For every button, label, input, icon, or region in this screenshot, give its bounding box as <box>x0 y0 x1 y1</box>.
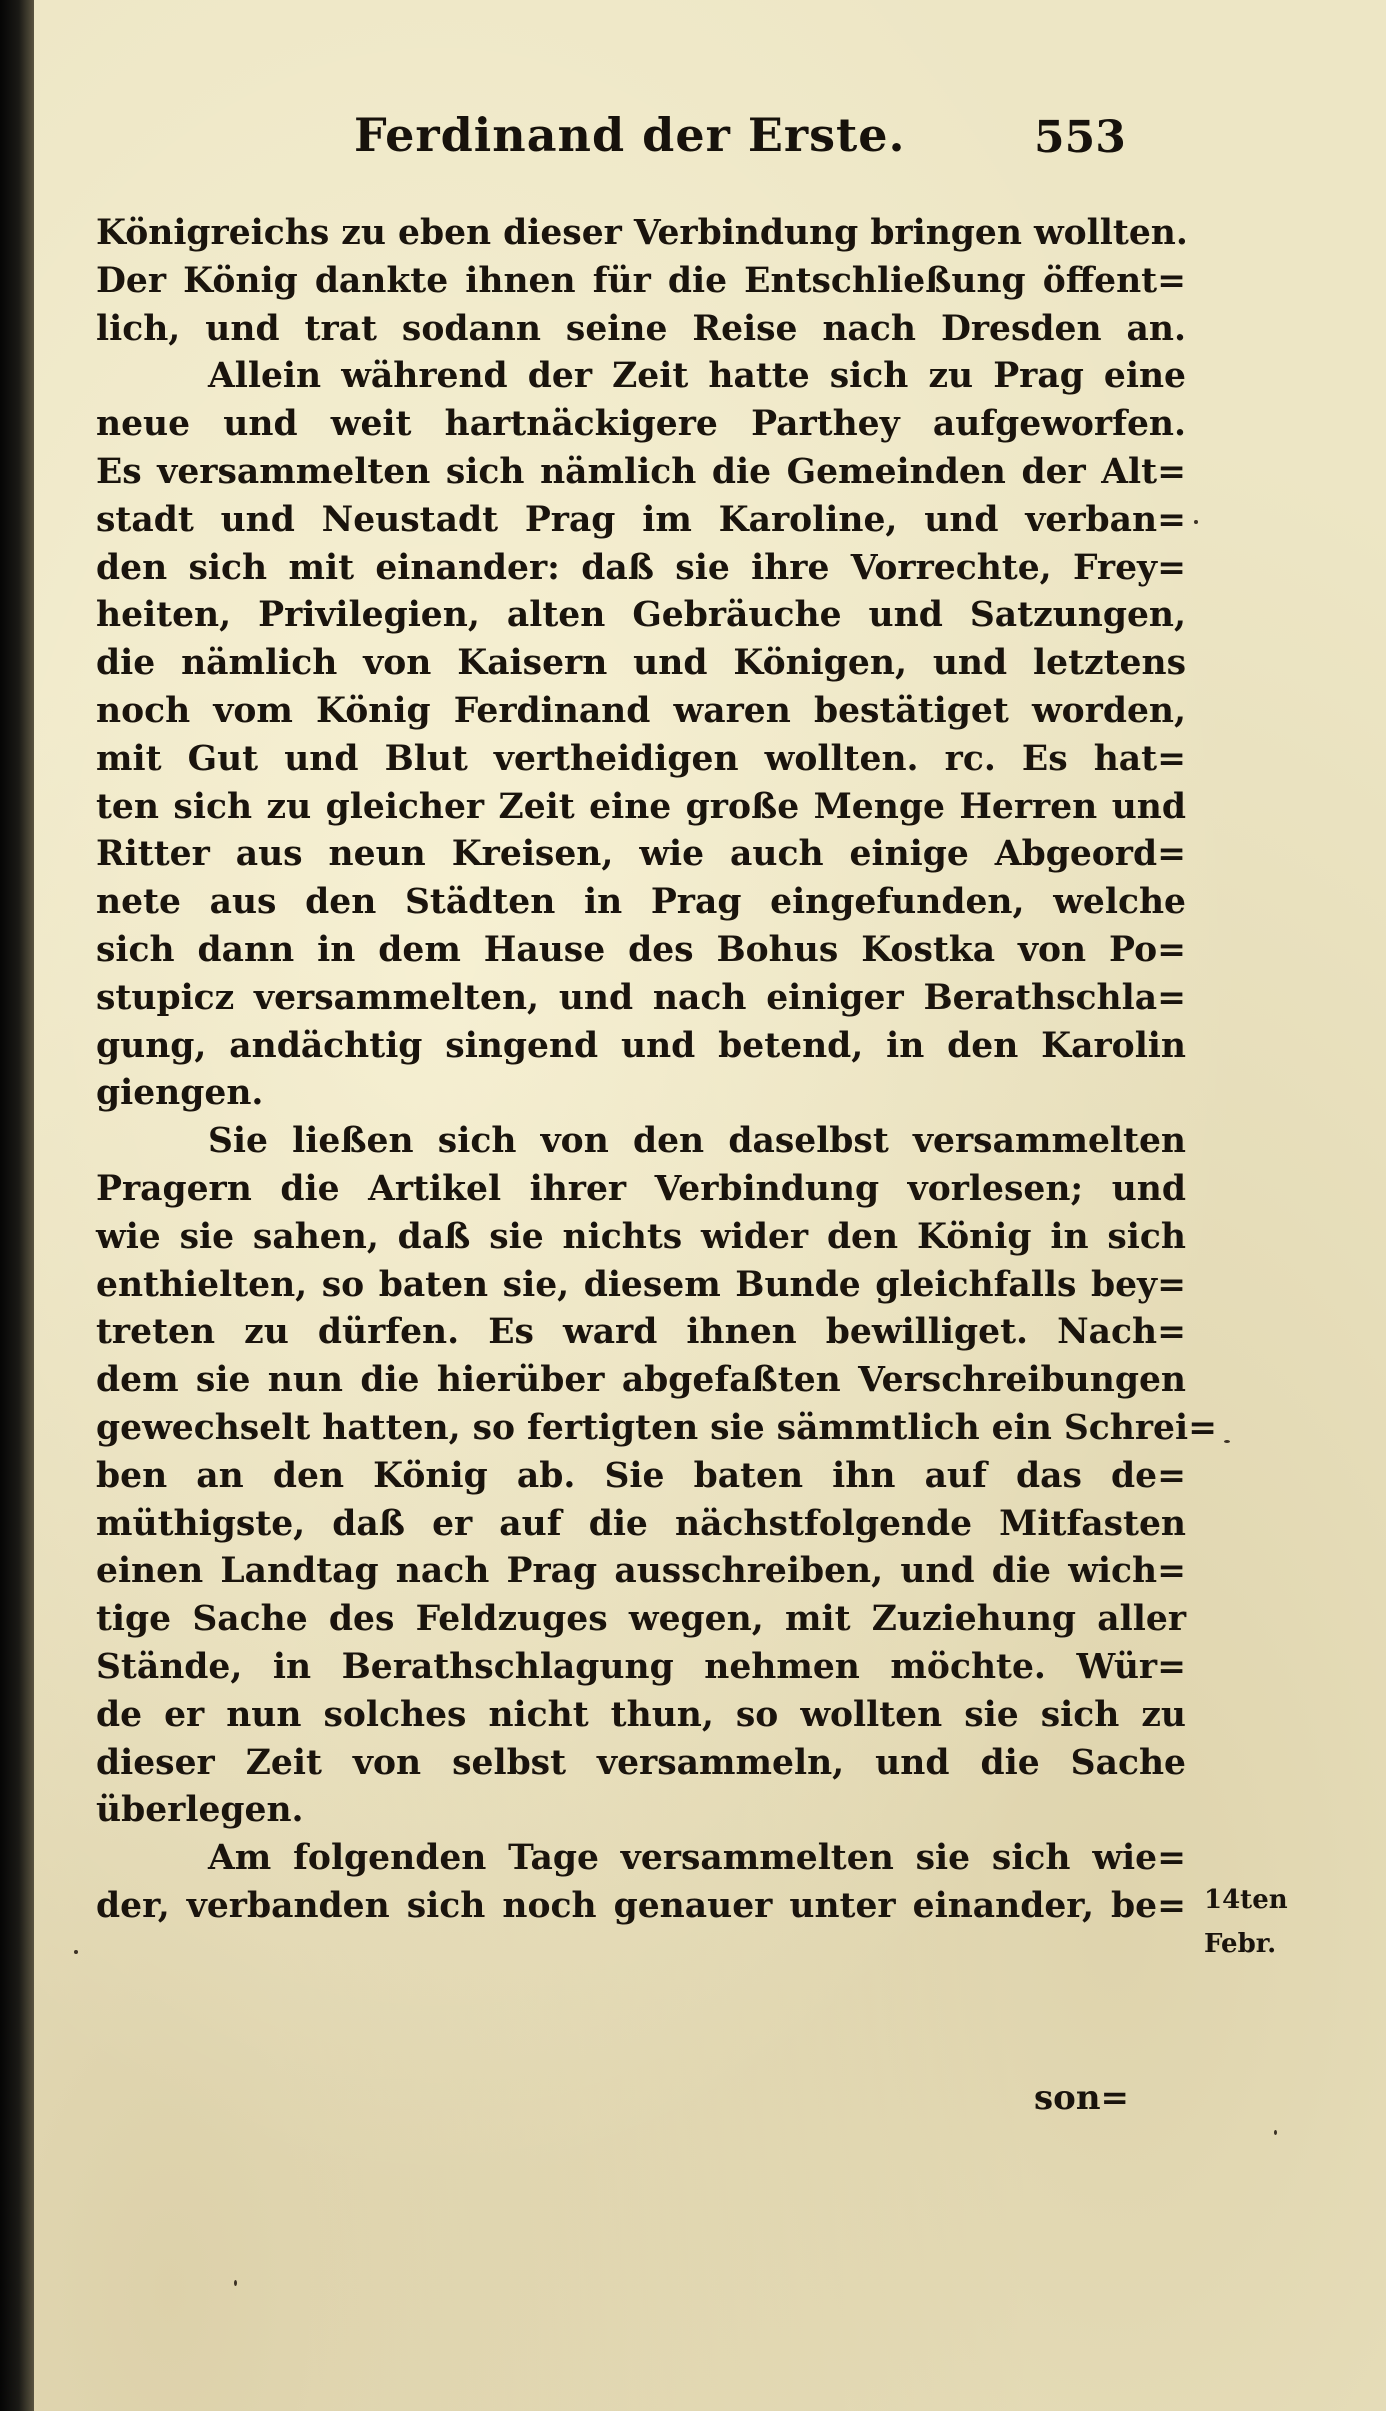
text-line: Stände, in Berathschlagung nehmen möchte. Wür= <box>96 1646 1186 1687</box>
text-line: Am folgenden Tage versammelten sie sich wie= <box>208 1838 1186 1879</box>
text-line: nete aus den Städten in Prag eingefunden, welche <box>96 882 1186 923</box>
text-line: einen Landtag nach Prag ausschreiben, und die wich= <box>96 1551 1186 1592</box>
text-line: dieser Zeit von selbst versammeln, und die Sache <box>96 1742 1186 1783</box>
text-line: heiten, Privilegien, alten Gebräuche und Satzungen, <box>96 595 1186 636</box>
text-line: Sie ließen sich von den daselbst versammelten <box>208 1121 1186 1162</box>
paper-speck <box>1274 2130 1277 2135</box>
text-line: giengen. <box>96 1073 264 1114</box>
text-line: de er nun solches nicht thun, so wollten sie sich zu <box>96 1694 1186 1735</box>
text-line: müthigste, daß er auf die nächstfolgende Mitfasten <box>96 1503 1186 1544</box>
text-line: stadt und Neustadt Prag im Karoline, und verban= <box>96 499 1186 540</box>
text-line: Es versammelten sich nämlich die Gemeinden der Alt= <box>96 451 1186 492</box>
text-line: der, verbanden sich noch genauer unter einander, be= <box>96 1885 1186 1926</box>
text-line: mit Gut und Blut vertheidigen wollten. rc. Es hat= <box>96 738 1186 779</box>
paper-speck <box>74 1950 78 1954</box>
marginal-note-month: Febr. <box>1204 1929 1277 1959</box>
text-line: ten sich zu gleicher Zeit eine große Menge Herren und <box>96 786 1186 827</box>
text-line: dem sie nun die hierüber abgefaßten Verschreibungen <box>96 1360 1186 1401</box>
text-line: überlegen. <box>96 1790 304 1831</box>
text-line: noch vom König Ferdinand waren bestätiget worden, <box>96 690 1186 731</box>
text-line: Pragern die Artikel ihrer Verbindung vorlesen; und <box>96 1168 1186 1209</box>
text-line: Der König dankte ihnen für die Entschließung öffent= <box>96 260 1186 301</box>
text-line: treten zu dürfen. Es ward ihnen bewilliget. Nach= <box>96 1312 1186 1353</box>
text-line: gung, andächtig singend und betend, in den Karolin <box>96 1025 1186 1066</box>
paper-speck <box>1194 520 1198 524</box>
book-gutter <box>0 0 34 2411</box>
marginal-note-date: 14ten <box>1204 1885 1288 1915</box>
paper-speck <box>1224 1440 1230 1443</box>
paper-speck <box>234 2280 237 2286</box>
text-line: neue und weit hartnäckigere Parthey aufgeworfen. <box>96 404 1186 445</box>
catchword: son= <box>1034 2078 1130 2118</box>
text-line: wie sie sahen, daß sie nichts wider den König in sich <box>96 1216 1186 1257</box>
text-line: lich, und trat sodann seine Reise nach Dresden an. <box>96 308 1186 349</box>
page-number: 553 <box>1034 112 1126 163</box>
text-line: tige Sache des Feldzuges wegen, mit Zuziehung aller <box>96 1599 1186 1640</box>
marginal-note <box>1204 1878 1288 1966</box>
text-line: Königreichs zu eben dieser Verbindung bringen wollten. <box>96 213 1188 253</box>
text-line: sich dann in dem Hause des Bohus Kostka von Po= <box>96 929 1186 970</box>
text-line: den sich mit einander: daß sie ihre Vorrechte, Frey= <box>96 547 1186 588</box>
running-head <box>34 100 1386 180</box>
text-line: ben an den König ab. Sie baten ihn auf das de= <box>96 1455 1186 1496</box>
text-line: gewechselt hatten, so fertigten sie sämmtlich ein Schrei= <box>96 1407 1217 1448</box>
text-line: die nämlich von Kaisern und Königen, und letztens <box>96 643 1186 684</box>
text-line: stupicz versammelten, und nach einiger Berathschla= <box>96 977 1186 1018</box>
text-line: Allein während der Zeit hatte sich zu Prag eine <box>208 356 1186 397</box>
running-head-title: Ferdinand der Erste. <box>354 108 906 162</box>
book-page <box>34 0 1386 2411</box>
text-line: Ritter aus neun Kreisen, wie auch einige Abgeord= <box>96 834 1186 875</box>
text-line: enthielten, so baten sie, diesem Bunde gleichfalls bey= <box>96 1264 1186 1305</box>
body-text <box>96 210 1217 1931</box>
